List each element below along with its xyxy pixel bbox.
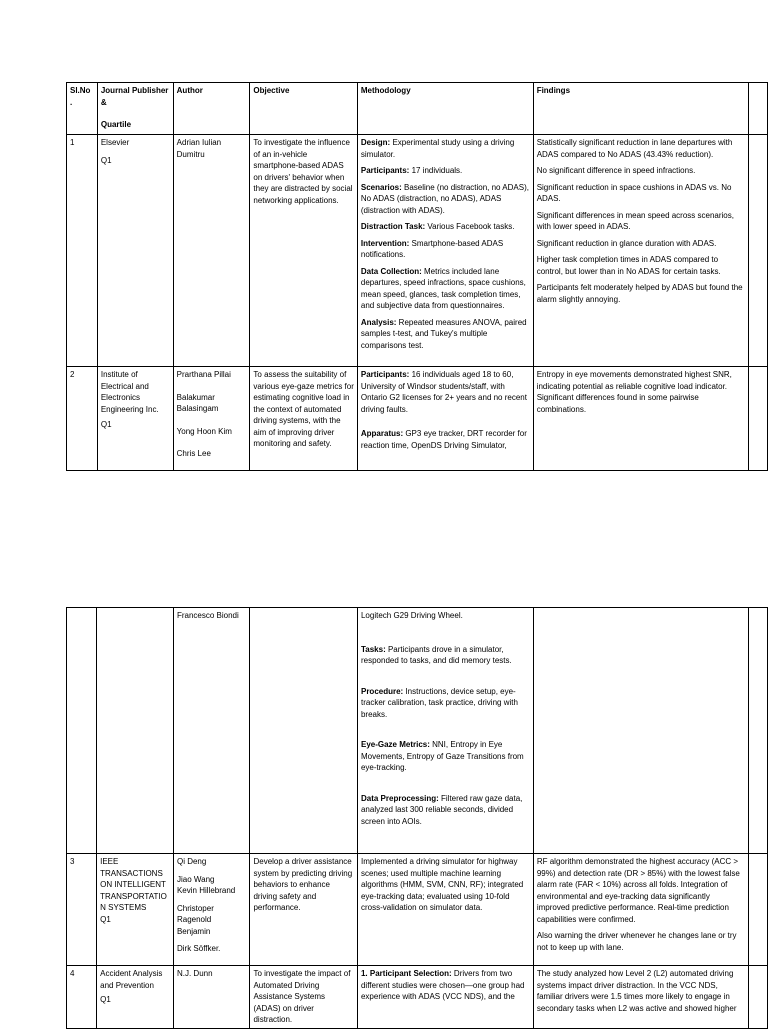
table-row: [67, 135, 768, 367]
journal-cell: [97, 135, 173, 367]
journal-cell: [97, 367, 173, 471]
cutoff-cell: [748, 966, 767, 1029]
cutoff-cell: [748, 135, 767, 367]
method-text: Logitech G29 Driving Wheel.: [360, 611, 463, 620]
methodology-cell: [357, 608, 533, 854]
method-label: Scenarios:: [360, 182, 402, 192]
author-name: Adrian Iulian Dumitru: [176, 138, 222, 159]
objective-cell: To investigate the impact of Automated Driving Assistance Systems (ADAS) on driver distraction.: [250, 966, 358, 1029]
method-text: Metrics included lane departures, speed infractions, space cushions, mean speed, glances, task completion times, and subjective data from questionnaires.: [360, 266, 526, 310]
author-cell: [173, 367, 250, 471]
method-text: Instructions, device setup, eye-tracker calibration, task practice, driving with breaks.: [360, 686, 518, 719]
header-sl-no: Sl.No .: [67, 83, 98, 135]
row-number: 1: [67, 135, 98, 367]
author-cell: [173, 608, 250, 854]
finding-item: Entropy in eye movements demonstrated highest SNR, indicating potential as reliable cognitive load indicator. Significant differences found in some pairwise combinations.: [536, 370, 732, 414]
author-name: Prarthana Pillai: [176, 370, 231, 379]
method-text: Participants drove in a simulator, responded to tasks, and did memory tests.: [360, 644, 512, 665]
method-label: Design:: [360, 138, 391, 147]
table-row: [67, 966, 768, 1029]
author-cell: [173, 135, 250, 367]
author-name: Balakumar Balasingam: [176, 392, 219, 413]
author-name: Qi Deng: [176, 857, 207, 866]
objective-cell: Develop a driver assistance system by predicting driving behaviors to enhance driving safety and performance.: [250, 854, 358, 966]
method-item: [361, 221, 530, 233]
journal-name: IEEE TRANSACTIONS ON INTELLIGENT TRANSPORTATIO N SYSTEMS: [100, 857, 167, 912]
findings-cell: [533, 135, 748, 367]
method-text: Various Facebook tasks.: [425, 222, 515, 231]
method-text: GP3 eye tracker, DRT recorder for reaction time, OpenDS Driving Simulator,: [360, 429, 527, 450]
method-item: [361, 266, 530, 312]
method-label: Intervention:: [360, 238, 410, 248]
author-name: Jiao Wang: [176, 874, 215, 884]
method-item: [361, 428, 530, 451]
objective-cell: To assess the suitability of various eye-gaze metrics for estimating cognitive load in the context of automated driving systems, with the aim of improving driver monitoring and safety.: [250, 367, 357, 471]
author-cell: [173, 854, 250, 966]
method-item: [361, 137, 530, 160]
author-name: Chris Lee: [176, 449, 211, 458]
table-row: [67, 367, 768, 471]
header-objective: Objective: [250, 83, 357, 135]
method-label: Distraction Task:: [360, 222, 426, 231]
method-item: [361, 793, 530, 828]
method-text: Smartphone-based ADAS notifications.: [360, 238, 504, 259]
table-header-row: [67, 83, 768, 135]
method-label: Eye-Gaze Metrics:: [360, 740, 430, 749]
cutoff-cell: [748, 854, 767, 966]
journal-cell: [97, 966, 174, 1029]
author-name: Christoper Ragenold Benjamin: [176, 903, 214, 936]
row-number: 2: [67, 367, 98, 471]
journal-cell: [97, 854, 174, 966]
finding-item: Significant differences in mean speed across scenarios, with lower speed in ADAS.: [536, 210, 734, 231]
objective-cell: To investigate the influence of an in-vehicle smartphone-based ADAS on drivers' behavior when they are distracted by social networking applications.: [250, 135, 357, 367]
literature-table-top: [66, 82, 768, 471]
finding-item: Significant reduction in glance duration with ADAS.: [536, 238, 717, 248]
findings-cell: [533, 608, 748, 854]
method-label: Data Collection:: [360, 266, 422, 276]
method-item: [361, 165, 530, 177]
quartile: Q1: [100, 914, 111, 924]
table-row-continuation: [67, 608, 768, 854]
header-journal-line: Quartile: [100, 120, 132, 129]
finding-item: Higher task completion times in ADAS compared to control, but lower than in No ADAS for certain tasks.: [536, 255, 721, 276]
methodology-cell: Implemented a driving simulator for highway scenes; used multiple machine learning algorithms (HMM, SVM, CNN, RF); integrated eye-tracking data; evaluated using 10-fold cross-validation on simulator data.: [357, 854, 533, 966]
journal-cell: [97, 608, 174, 854]
table-row: [67, 854, 768, 966]
method-item: [361, 238, 530, 261]
header-methodology: Methodology: [357, 83, 533, 135]
header-journal-line: Journal Publisher: [100, 86, 169, 95]
method-label: Participants:: [360, 370, 410, 379]
method-label: Apparatus:: [360, 429, 404, 438]
method-text: Filtered raw gaze data, analyzed last 300 reliable seconds, divided screen into AOIs.: [360, 793, 523, 826]
method-label: Procedure:: [360, 686, 404, 696]
method-label: Tasks:: [360, 644, 386, 654]
method-text: Experimental study using a driving simulator.: [360, 138, 515, 159]
method-text: Baseline (no distraction, no ADAS), No ADAS (distraction, no ADAS), ADAS (distraction with ADAS).: [360, 182, 529, 215]
literature-table-bottom: [66, 607, 768, 1029]
header-findings: Findings: [533, 83, 748, 135]
cutoff-cell: [748, 367, 767, 471]
finding-item: Significant reduction in space cushions in ADAS vs. No ADAS.: [536, 182, 732, 203]
findings-cell: [533, 854, 748, 966]
method-item: [361, 182, 530, 217]
row-number: 4: [67, 966, 97, 1029]
header-journal-line: &: [100, 97, 107, 107]
journal-name: Institute of Electrical and Electronics Engineering Inc.: [100, 370, 159, 414]
method-label: Data Preprocessing:: [360, 793, 439, 803]
findings-cell: [533, 966, 748, 1029]
method-label: Participants:: [360, 166, 410, 175]
method-text: NNI, Entropy in Eye Movements, Entropy of Gaze Transitions from eye-tracking.: [360, 740, 524, 772]
finding-item: Statistically significant reduction in lane departures with ADAS compared to No ADAS (43.43% reduction).: [536, 138, 733, 159]
method-label: [361, 969, 452, 978]
quartile: Q1: [100, 420, 112, 429]
method-text: 16 individuals aged 18 to 60, University of Windsor students/staff, with Ontario G2 licenses for 2+ years and no recent driving faults.: [360, 370, 527, 414]
method-text: 17 individuals.: [409, 166, 463, 175]
author-name: Yong Hoon Kim: [176, 426, 232, 436]
method-text: Repeated measures ANOVA, paired samples t-test, and Tukey's multiple comparisons test.: [360, 317, 527, 350]
method-item: [361, 644, 530, 667]
header-author: Author: [173, 83, 250, 135]
objective-cell: [250, 608, 358, 854]
finding-item: RF algorithm demonstrated the highest accuracy (ACC > 99%) and detection rate (DR > 85%) with the lowest false alarm rate (FAR < 10%) across all folds. Integration of environmental and eye-tracking data significantly improved predictive performance. Real-time prediction capabilities were confirmed.: [536, 857, 740, 924]
author-name: Kevin Hillebrand: [176, 886, 236, 895]
journal-name: Accident Analysis and Prevention: [100, 969, 163, 990]
journal-name: Elsevier: [100, 138, 130, 147]
methodology-cell: [357, 367, 533, 471]
header-cutoff: [748, 83, 767, 135]
finding-item: No significant difference in speed infractions.: [536, 166, 696, 175]
method-text: Drivers from two different studies were chosen—one group had experience with ADAS (VCC NDS), and the: [360, 969, 525, 1001]
method-label: Analysis:: [360, 317, 397, 327]
finding-item: Participants felt moderately helped by ADAS but found the alarm slightly annoying.: [536, 283, 743, 304]
quartile: Q1: [100, 995, 111, 1004]
method-item: [361, 739, 530, 774]
quartile: Q1: [100, 155, 112, 165]
methodology-cell: [357, 966, 533, 1029]
method-item: [361, 369, 530, 415]
method-item: [361, 686, 530, 721]
finding-item: The study analyzed how Level 2 (L2) automated driving systems impact driver distraction. In the VCC NDS, familiar drivers were 1.5 times more likely to engage in secondary tasks when L2 was active and showed higher: [536, 969, 737, 1013]
method-item: [361, 317, 530, 352]
author-name: Dirk Söffker.: [176, 944, 221, 953]
row-number: [67, 608, 97, 854]
author-name: Francesco Biondi: [176, 611, 239, 620]
methodology-cell: [357, 135, 533, 367]
finding-item: Also warning the driver whenever he changes lane or try not to keep up with lane.: [536, 931, 737, 952]
cutoff-cell: [748, 608, 767, 854]
row-number: 3: [67, 854, 97, 966]
findings-cell: [533, 367, 748, 471]
method-label-text: 1. Participant Selection:: [360, 969, 452, 978]
header-journal: [97, 83, 173, 135]
author-name: N.J. Dunn: [176, 969, 213, 978]
author-cell: [173, 966, 250, 1029]
